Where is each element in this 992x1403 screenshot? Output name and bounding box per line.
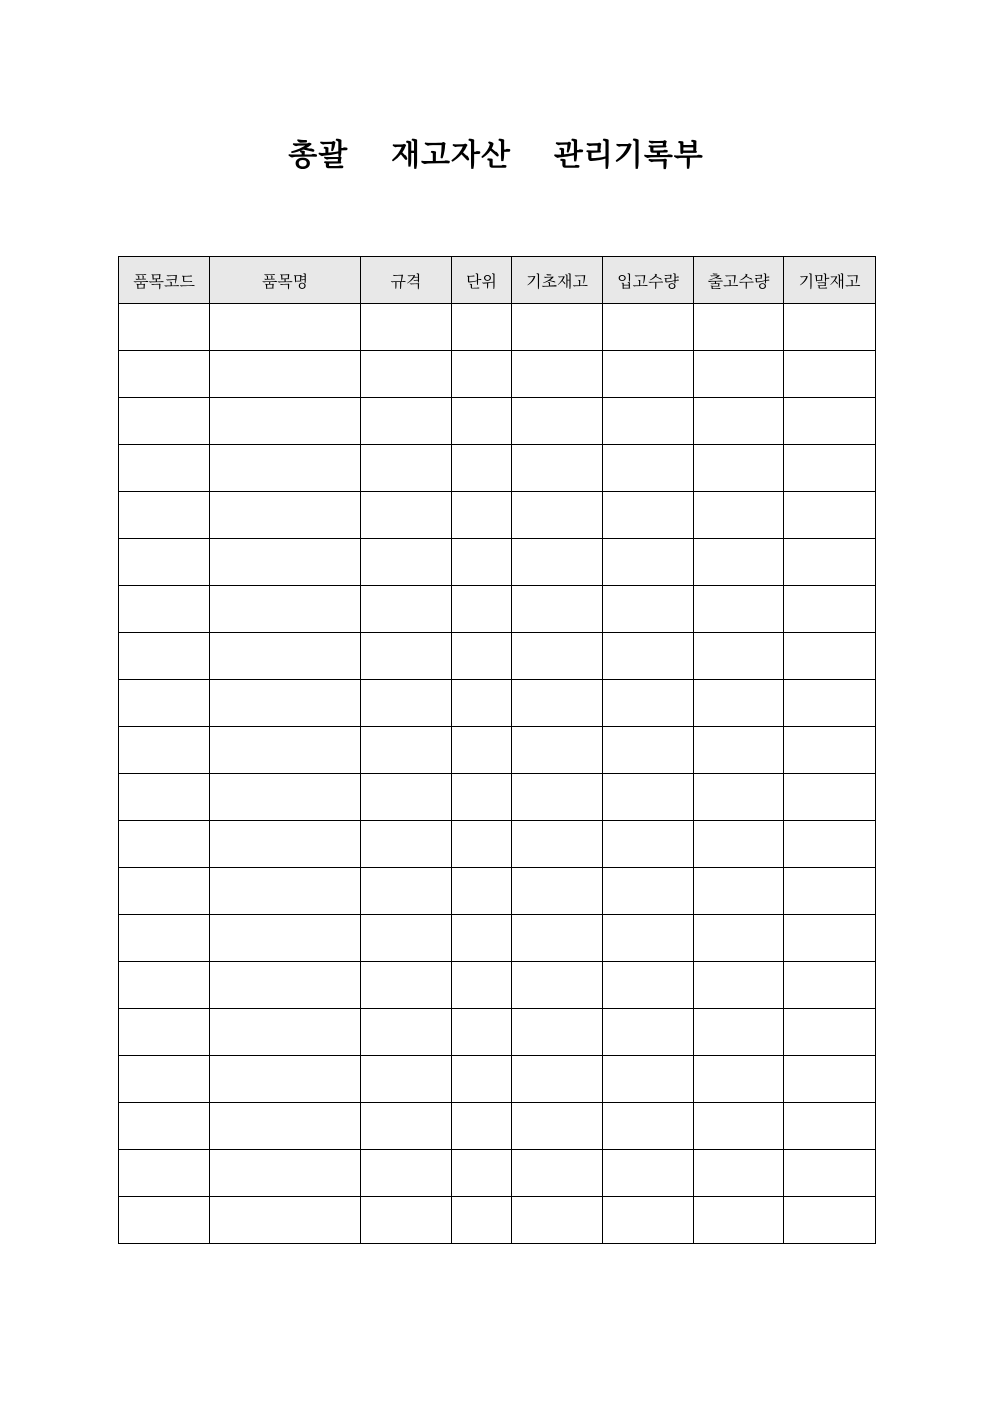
cell-item-code[interactable]	[119, 539, 210, 586]
cell-unit[interactable]	[452, 774, 512, 821]
cell-closing-stock[interactable]	[784, 962, 876, 1009]
cell-item-name[interactable]	[210, 445, 361, 492]
cell-item-code[interactable]	[119, 774, 210, 821]
inventory-ledger-table	[118, 256, 876, 1244]
cell-item-name[interactable]	[210, 727, 361, 774]
cell-received-qty[interactable]	[603, 492, 694, 539]
cell-specification[interactable]	[361, 774, 452, 821]
cell-item-name[interactable]	[210, 304, 361, 351]
cell-closing-stock[interactable]	[784, 1197, 876, 1244]
cell-specification[interactable]	[361, 398, 452, 445]
cell-received-qty[interactable]	[603, 539, 694, 586]
cell-opening-stock[interactable]	[512, 492, 603, 539]
cell-opening-stock[interactable]	[512, 398, 603, 445]
cell-opening-stock[interactable]	[512, 539, 603, 586]
cell-received-qty[interactable]	[603, 304, 694, 351]
cell-item-name[interactable]	[210, 868, 361, 915]
cell-received-qty[interactable]	[603, 868, 694, 915]
cell-received-qty[interactable]	[603, 915, 694, 962]
table-row	[119, 680, 876, 727]
cell-item-name[interactable]	[210, 821, 361, 868]
cell-opening-stock[interactable]	[512, 1056, 603, 1103]
table-row	[119, 1056, 876, 1103]
cell-unit[interactable]	[452, 304, 512, 351]
table-row	[119, 1150, 876, 1197]
cell-item-code[interactable]	[119, 304, 210, 351]
cell-issued-qty[interactable]	[694, 445, 784, 492]
cell-received-qty[interactable]	[603, 351, 694, 398]
cell-issued-qty[interactable]	[694, 304, 784, 351]
header-closing-stock: 기말재고	[784, 257, 876, 304]
cell-item-code[interactable]	[119, 915, 210, 962]
cell-specification[interactable]	[361, 633, 452, 680]
cell-item-code[interactable]	[119, 680, 210, 727]
cell-specification[interactable]	[361, 539, 452, 586]
cell-item-code[interactable]	[119, 1009, 210, 1056]
cell-closing-stock[interactable]	[784, 633, 876, 680]
cell-item-code[interactable]	[119, 1103, 210, 1150]
cell-unit[interactable]	[452, 1150, 512, 1197]
table-row	[119, 1103, 876, 1150]
cell-issued-qty[interactable]	[694, 680, 784, 727]
cell-unit[interactable]	[452, 492, 512, 539]
cell-issued-qty[interactable]	[694, 633, 784, 680]
cell-item-name[interactable]	[210, 915, 361, 962]
cell-opening-stock[interactable]	[512, 304, 603, 351]
cell-item-name[interactable]	[210, 539, 361, 586]
cell-item-name[interactable]	[210, 774, 361, 821]
cell-unit[interactable]	[452, 680, 512, 727]
cell-item-code[interactable]	[119, 398, 210, 445]
cell-specification[interactable]	[361, 821, 452, 868]
cell-item-name[interactable]	[210, 962, 361, 1009]
cell-item-name[interactable]	[210, 1009, 361, 1056]
cell-specification[interactable]	[361, 351, 452, 398]
cell-closing-stock[interactable]	[784, 539, 876, 586]
cell-issued-qty[interactable]	[694, 727, 784, 774]
cell-unit[interactable]	[452, 539, 512, 586]
cell-opening-stock[interactable]	[512, 915, 603, 962]
header-opening-stock: 기초재고	[512, 257, 603, 304]
cell-issued-qty[interactable]	[694, 915, 784, 962]
cell-issued-qty[interactable]	[694, 539, 784, 586]
cell-item-name[interactable]	[210, 1150, 361, 1197]
cell-issued-qty[interactable]	[694, 351, 784, 398]
cell-issued-qty[interactable]	[694, 492, 784, 539]
table-row	[119, 774, 876, 821]
table-row	[119, 492, 876, 539]
cell-issued-qty[interactable]	[694, 1103, 784, 1150]
header-item-code: 품목코드	[119, 257, 210, 304]
cell-issued-qty[interactable]	[694, 1150, 784, 1197]
cell-closing-stock[interactable]	[784, 304, 876, 351]
cell-item-name[interactable]	[210, 680, 361, 727]
cell-closing-stock[interactable]	[784, 774, 876, 821]
cell-specification[interactable]	[361, 1009, 452, 1056]
cell-item-name[interactable]	[210, 398, 361, 445]
cell-issued-qty[interactable]	[694, 398, 784, 445]
cell-issued-qty[interactable]	[694, 821, 784, 868]
cell-received-qty[interactable]	[603, 774, 694, 821]
cell-closing-stock[interactable]	[784, 868, 876, 915]
cell-item-code[interactable]	[119, 1056, 210, 1103]
table-row	[119, 915, 876, 962]
cell-specification[interactable]	[361, 304, 452, 351]
cell-opening-stock[interactable]	[512, 1150, 603, 1197]
cell-closing-stock[interactable]	[784, 1009, 876, 1056]
cell-issued-qty[interactable]	[694, 586, 784, 633]
cell-closing-stock[interactable]	[784, 492, 876, 539]
cell-specification[interactable]	[361, 962, 452, 1009]
cell-unit[interactable]	[452, 962, 512, 1009]
cell-item-code[interactable]	[119, 586, 210, 633]
cell-item-code[interactable]	[119, 633, 210, 680]
cell-opening-stock[interactable]	[512, 774, 603, 821]
table-row	[119, 304, 876, 351]
cell-received-qty[interactable]	[603, 821, 694, 868]
cell-opening-stock[interactable]	[512, 727, 603, 774]
cell-issued-qty[interactable]	[694, 868, 784, 915]
cell-unit[interactable]	[452, 1056, 512, 1103]
cell-closing-stock[interactable]	[784, 915, 876, 962]
cell-unit[interactable]	[452, 351, 512, 398]
cell-item-name[interactable]	[210, 351, 361, 398]
cell-unit[interactable]	[452, 445, 512, 492]
cell-opening-stock[interactable]	[512, 633, 603, 680]
cell-item-code[interactable]	[119, 962, 210, 1009]
table-row	[119, 1009, 876, 1056]
table-row	[119, 539, 876, 586]
cell-specification[interactable]	[361, 586, 452, 633]
cell-item-code[interactable]	[119, 492, 210, 539]
table-header-row	[119, 257, 876, 304]
cell-item-name[interactable]	[210, 633, 361, 680]
document-title: 총괄 재고자산 관리기록부	[288, 138, 704, 173]
cell-received-qty[interactable]	[603, 398, 694, 445]
cell-specification[interactable]	[361, 1056, 452, 1103]
cell-item-name[interactable]	[210, 492, 361, 539]
cell-specification[interactable]	[361, 445, 452, 492]
cell-item-name[interactable]	[210, 1197, 361, 1244]
cell-specification[interactable]	[361, 1103, 452, 1150]
cell-unit[interactable]	[452, 586, 512, 633]
header-unit: 단위	[452, 257, 512, 304]
cell-received-qty[interactable]	[603, 1150, 694, 1197]
cell-unit[interactable]	[452, 868, 512, 915]
cell-closing-stock[interactable]	[784, 351, 876, 398]
table-row	[119, 445, 876, 492]
cell-received-qty[interactable]	[603, 633, 694, 680]
header-received-qty: 입고수량	[603, 257, 694, 304]
cell-unit[interactable]	[452, 633, 512, 680]
table-row	[119, 868, 876, 915]
cell-item-name[interactable]	[210, 586, 361, 633]
table-body	[119, 304, 876, 1244]
cell-received-qty[interactable]	[603, 1009, 694, 1056]
cell-received-qty[interactable]	[603, 1103, 694, 1150]
cell-received-qty[interactable]	[603, 586, 694, 633]
cell-item-code[interactable]	[119, 727, 210, 774]
cell-received-qty[interactable]	[603, 680, 694, 727]
cell-unit[interactable]	[452, 1009, 512, 1056]
table-row	[119, 727, 876, 774]
cell-closing-stock[interactable]	[784, 586, 876, 633]
cell-received-qty[interactable]	[603, 445, 694, 492]
cell-item-code[interactable]	[119, 351, 210, 398]
cell-closing-stock[interactable]	[784, 398, 876, 445]
table-row	[119, 398, 876, 445]
cell-opening-stock[interactable]	[512, 586, 603, 633]
cell-received-qty[interactable]	[603, 962, 694, 1009]
cell-closing-stock[interactable]	[784, 445, 876, 492]
cell-item-code[interactable]	[119, 868, 210, 915]
cell-received-qty[interactable]	[603, 1056, 694, 1103]
table-row	[119, 821, 876, 868]
cell-item-code[interactable]	[119, 445, 210, 492]
cell-item-name[interactable]	[210, 1103, 361, 1150]
table-row	[119, 633, 876, 680]
cell-item-name[interactable]	[210, 1056, 361, 1103]
cell-issued-qty[interactable]	[694, 1197, 784, 1244]
cell-specification[interactable]	[361, 1197, 452, 1244]
cell-specification[interactable]	[361, 915, 452, 962]
cell-received-qty[interactable]	[603, 727, 694, 774]
cell-opening-stock[interactable]	[512, 821, 603, 868]
cell-unit[interactable]	[452, 915, 512, 962]
cell-issued-qty[interactable]	[694, 962, 784, 1009]
cell-opening-stock[interactable]	[512, 351, 603, 398]
cell-unit[interactable]	[452, 398, 512, 445]
table-row	[119, 1197, 876, 1244]
cell-opening-stock[interactable]	[512, 1197, 603, 1244]
cell-closing-stock[interactable]	[784, 821, 876, 868]
cell-opening-stock[interactable]	[512, 680, 603, 727]
cell-opening-stock[interactable]	[512, 445, 603, 492]
cell-opening-stock[interactable]	[512, 1009, 603, 1056]
cell-unit[interactable]	[452, 1103, 512, 1150]
cell-item-code[interactable]	[119, 1150, 210, 1197]
cell-specification[interactable]	[361, 680, 452, 727]
cell-closing-stock[interactable]	[784, 680, 876, 727]
cell-issued-qty[interactable]	[694, 1056, 784, 1103]
table-row	[119, 962, 876, 1009]
cell-closing-stock[interactable]	[784, 1103, 876, 1150]
cell-issued-qty[interactable]	[694, 1009, 784, 1056]
cell-opening-stock[interactable]	[512, 1103, 603, 1150]
cell-item-code[interactable]	[119, 821, 210, 868]
cell-specification[interactable]	[361, 492, 452, 539]
cell-item-code[interactable]	[119, 1197, 210, 1244]
cell-unit[interactable]	[452, 821, 512, 868]
header-item-name: 품목명	[210, 257, 361, 304]
cell-closing-stock[interactable]	[784, 1056, 876, 1103]
cell-closing-stock[interactable]	[784, 727, 876, 774]
cell-unit[interactable]	[452, 1197, 512, 1244]
cell-unit[interactable]	[452, 727, 512, 774]
header-issued-qty: 출고수량	[694, 257, 784, 304]
cell-opening-stock[interactable]	[512, 868, 603, 915]
cell-specification[interactable]	[361, 727, 452, 774]
cell-received-qty[interactable]	[603, 1197, 694, 1244]
cell-opening-stock[interactable]	[512, 962, 603, 1009]
cell-closing-stock[interactable]	[784, 1150, 876, 1197]
header-specification: 규격	[361, 257, 452, 304]
cell-specification[interactable]	[361, 868, 452, 915]
table-row	[119, 351, 876, 398]
cell-issued-qty[interactable]	[694, 774, 784, 821]
table-row	[119, 586, 876, 633]
cell-specification[interactable]	[361, 1150, 452, 1197]
